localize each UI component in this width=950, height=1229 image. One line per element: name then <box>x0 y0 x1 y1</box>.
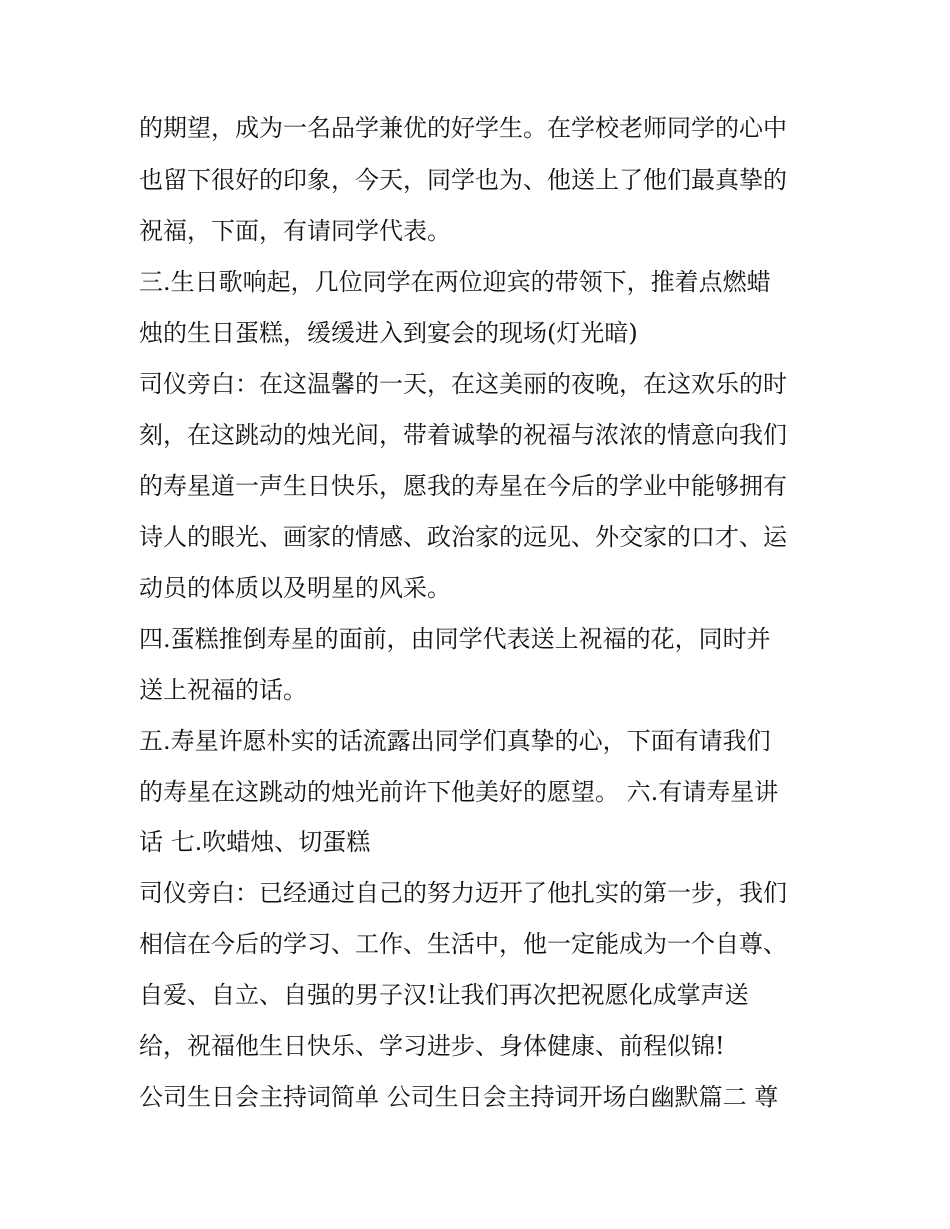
text-line: 四.蛋糕推倒寿星的面前，由同学代表送上祝福的花，同时并 <box>139 625 771 653</box>
text-line: 给，祝福他生日快乐、学习进步、身体健康、前程似锦! <box>139 1032 725 1060</box>
text-line: 的寿星在这跳动的烛光前许下他美好的愿望。 六.有请寿星讲 <box>139 778 779 806</box>
text-line: 祝福，下面，有请同学代表。 <box>139 217 451 245</box>
text-line: 的期望，成为一名品学兼优的好学生。在学校老师同学的心中 <box>139 114 787 142</box>
text-line: 自爱、自立、自强的男子汉!让我们再次把祝愿化成掌声送 <box>139 981 749 1009</box>
text-line: 诗人的眼光、画家的情感、政治家的远见、外交家的口才、运 <box>139 523 787 551</box>
text-line: 也留下很好的印象，今天，同学也为、他送上了他们最真挚的 <box>139 166 787 194</box>
text-line: 相信在今后的学习、工作、生活中，他一定能成为一个自尊、 <box>139 930 787 958</box>
text-line: 刻，在这跳动的烛光间，带着诚挚的祝福与浓浓的情意向我们 <box>139 421 787 449</box>
text-line: 公司生日会主持词简单 公司生日会主持词开场白幽默篇二 尊 <box>139 1083 779 1111</box>
text-line: 话 七.吹蜡烛、切蛋糕 <box>139 828 371 856</box>
text-line: 司仪旁白：在这温馨的一天，在这美丽的夜晚，在这欢乐的时 <box>139 370 787 398</box>
text-line: 动员的体质以及明星的风采。 <box>139 574 451 602</box>
text-line: 烛的生日蛋糕，缓缓进入到宴会的现场(灯光暗) <box>139 319 638 347</box>
text-line: 送上祝福的话。 <box>139 676 307 704</box>
text-line: 三.生日歌响起，几位同学在两位迎宾的带领下，推着点燃蜡 <box>139 268 771 296</box>
text-line: 五.寿星许愿朴实的话流露出同学们真挚的心，下面有请我们 <box>139 727 771 755</box>
text-line: 的寿星道一声生日快乐，愿我的寿星在今后的学业中能够拥有 <box>139 472 787 500</box>
text-line: 司仪旁白：已经通过自己的努力迈开了他扎实的第一步，我们 <box>139 879 787 907</box>
